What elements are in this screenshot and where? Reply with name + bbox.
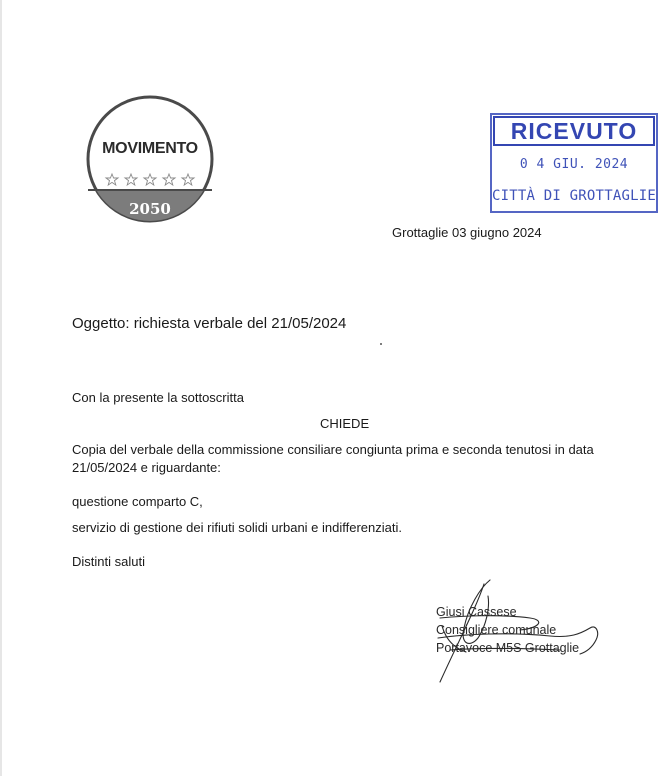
stamp-city: CITTÀ DI GROTTAGLIE — [492, 188, 656, 204]
received-stamp — [490, 113, 662, 213]
place-date: Grottaglie 03 giugno 2024 — [392, 225, 542, 240]
logo-year: 2050 — [129, 200, 171, 218]
stamp-date: 0 4 GIU. 2024 — [519, 157, 629, 172]
request-heading: CHIEDE — [320, 416, 370, 431]
subject-line: Oggetto: richiesta verbale del 21/05/2024 — [72, 315, 347, 332]
closing-line: Distinti saluti — [72, 554, 145, 569]
intro-line: Con la presente la sottoscritta — [72, 390, 244, 405]
movimento-2050-logo — [86, 90, 214, 228]
list-item: questione comparto C, — [72, 494, 203, 509]
body-paragraph: Copia del verbale della commissione consiliare congiunta prima e seconda tenutosi in data 21/05/2024 e riguardante: — [72, 442, 594, 475]
list-item: servizio di gestione dei rifiuti solidi urbani e indifferenziati. — [72, 520, 402, 535]
page-edge — [0, 0, 2, 776]
signer-role: Consigliere comunale — [436, 623, 557, 637]
signer-title: Portavoce M5S Grottaglie — [436, 641, 580, 655]
signer-name: Giusi Cassese — [436, 605, 517, 619]
ink-dot — [380, 343, 382, 345]
stamp-title: RICEVUTO — [493, 116, 655, 146]
logo-wordmark: MOVIMENTO — [102, 140, 198, 157]
